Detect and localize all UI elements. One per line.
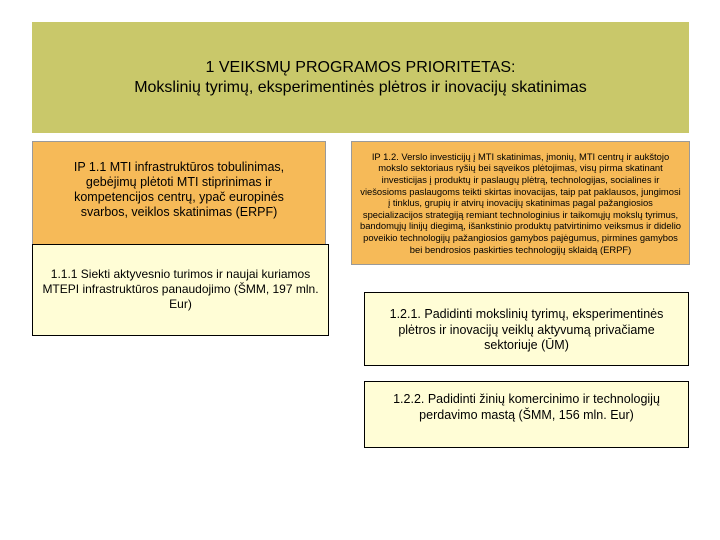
investment-priority-1-2-text: IP 1.2. Verslo investicijų į MTI skatinimas, įmonių, MTI centrų ir aukštojo mokslo sektoriaus ryšių bei sąveikos plėtojimas, visų pirma skatinant investicijas į produktų ir paslaugų plėtrą, technologijas, socialines ir viešosioms paslaugoms teikti skirtas inovacijas, taip pat paklausos, jungimosi į tinklus, grupių ir atvirų inovacijų skatinimas pagal pažangiosios specializacijos strategiją remiant technologinius ir taikomųjų mokslų tyrimus, bandomųjų linijų diegimą, išankstinio produktų patvirtinimo veiksmus ir didelio poveikio technologijų pažangiosios gamybos pajėgumus, pirmines gamybos bei bendrosios paskirties technologijų sklaidą (ERPF) xyxy=(360,150,681,255)
objective-1-2-2-text: 1.2.2. Padidinti žinių komercinimo ir technologijų perdavimo mastą (ŠMM, 156 mln. Eur) xyxy=(393,392,660,422)
investment-priority-1-2 xyxy=(351,141,690,265)
objective-1-1-1 xyxy=(32,244,329,336)
investment-priority-1-1-text: IP 1.1 MTI infrastruktūros tobulinimas, gebėjimų plėtoti MTI stiprinimas ir kompetencijos centrų, ypač europinės svarbos, veiklos skatinimas (ERPF) xyxy=(73,160,285,219)
investment-priority-1-1 xyxy=(32,141,326,261)
objective-1-2-2 xyxy=(364,381,689,448)
priority-subtitle: Mokslinių tyrimų, eksperimentinės plėtros ir inovacijų skatinimas xyxy=(134,78,587,96)
priority-header xyxy=(32,22,689,133)
priority-title: 1 VEIKSMŲ PROGRAMOS PRIORITETAS: xyxy=(205,58,516,76)
objective-1-2-1 xyxy=(364,292,689,366)
objective-1-1-1-text: 1.1.1 Siekti aktyvesnio turimos ir naujai kuriamos MTEPI infrastruktūros panaudojimo (ŠMM, 197 mln. Eur) xyxy=(42,267,319,311)
objective-1-2-1-text: 1.2.1. Padidinti mokslinių tyrimų, eksperimentinės plėtros ir inovacijų veiklų aktyvumą privačiame sektoriuje (ŪM) xyxy=(389,307,664,352)
